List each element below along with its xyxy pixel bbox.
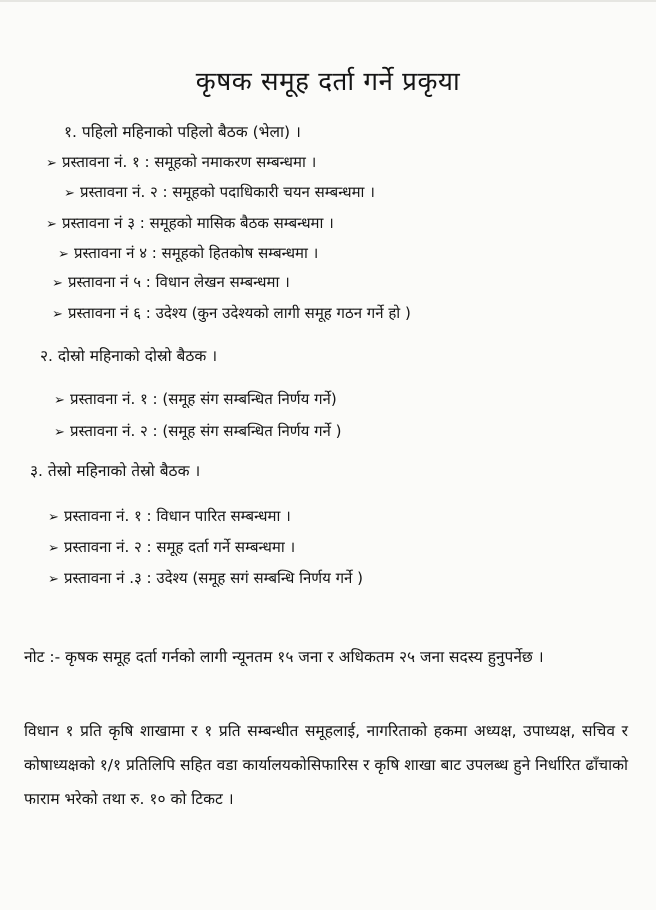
arrow-bullet-icon: ➢	[48, 541, 59, 556]
list-item	[54, 389, 337, 411]
list-item-text: प्रस्तावना नं ३ : समूहको मासिक बैठक सम्बन्धमा ।	[62, 214, 334, 232]
list-item-text: प्रस्तावना नं ६ : उदेश्य (कुन उदेश्यको लागी समूह गठन गर्ने हो )	[68, 304, 411, 322]
list-item-text: प्रस्तावना नं. २ : समूह दर्ता गर्ने सम्बन्धमा ।	[64, 538, 296, 556]
list-item	[52, 303, 411, 325]
list-item	[46, 152, 316, 174]
list-item	[52, 272, 290, 294]
note-text: नोट :- कृषक समूह दर्ता गर्नको लागी न्यूनतम १५ जना र अधिकतम २५ जना सदस्य हुनुपर्नेछ ।	[24, 648, 544, 666]
list-item-text: प्रस्तावना नं .३ : उदेश्य (समूह सगं सम्बन्धि निर्णय गर्ने )	[64, 569, 363, 587]
arrow-bullet-icon: ➢	[52, 307, 63, 322]
arrow-bullet-icon: ➢	[48, 510, 59, 525]
requirements-paragraph: विधान १ प्रति कृषि शाखामा र १ प्रति सम्बन्धीत समूहलाई, नागरिताको हकमा अध्यक्ष, उपाध्यक्ष, सचिव र कोषाध्यक्षको १/१ प्रतिलिपि सहित वडा कार्यालयकोसिफारिस र कृषि शाखा बाट उपलब्ध हुने निर्धारित ढाँचाको फाराम भरेको तथा रु. १० को टिकट ।	[24, 722, 628, 808]
arrow-bullet-icon: ➢	[48, 572, 59, 587]
list-item	[48, 506, 291, 528]
list-item-text: प्रस्तावना नं ४ : समूहको हितकोष सम्बन्धमा ।	[74, 244, 319, 262]
list-item	[58, 243, 318, 265]
section-2-heading: २. दोस्रो महिनाको दोस्रो बैठक ।	[40, 347, 218, 365]
list-item	[48, 568, 363, 590]
arrow-bullet-icon: ➢	[64, 186, 75, 201]
page-title: कृषक समूह दर्ता गर्ने प्रकृया	[195, 67, 461, 97]
arrow-bullet-icon: ➢	[54, 425, 65, 440]
list-item-text: प्रस्तावना नं. १ : समूहको नमाकरण सम्बन्धमा ।	[62, 153, 317, 171]
arrow-bullet-icon: ➢	[58, 247, 69, 262]
section-1-heading: १. पहिलो महिनाको पहिलो बैठक (भेला) ।	[64, 123, 301, 141]
list-item-text: प्रस्तावना नं. २ : (समूह संग सम्बन्धित निर्णय गर्ने )	[70, 422, 342, 440]
list-item	[54, 421, 342, 443]
list-item-text: प्रस्तावना नं. १ : विधान पारित सम्बन्धमा ।	[64, 507, 291, 525]
list-item	[46, 213, 334, 235]
list-item	[64, 182, 375, 204]
arrow-bullet-icon: ➢	[46, 156, 57, 171]
list-item-text: प्रस्तावना नं. २ : समूहको पदाधिकारी चयन सम्बन्धमा ।	[80, 183, 375, 201]
arrow-bullet-icon: ➢	[54, 393, 65, 408]
list-item	[48, 537, 295, 559]
arrow-bullet-icon: ➢	[52, 276, 63, 291]
list-item-text: प्रस्तावना नं. १ : (समूह संग सम्बन्धित निर्णय गर्ने)	[70, 390, 337, 408]
scan-edge	[0, 0, 656, 2]
section-3-heading: ३. तेस्रो महिनाको तेस्रो बैठक ।	[30, 462, 201, 480]
arrow-bullet-icon: ➢	[46, 217, 57, 232]
list-item-text: प्रस्तावना नं ५ : विधान लेखन सम्बन्धमा ।	[68, 273, 290, 291]
